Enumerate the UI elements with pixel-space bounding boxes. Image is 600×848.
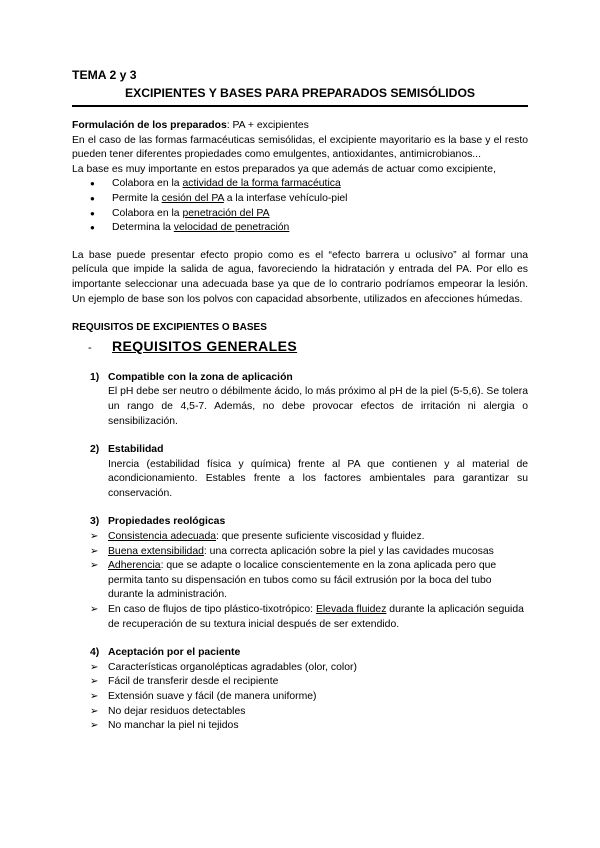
list-item-underlined: actividad de la forma farmacéutica	[182, 178, 341, 190]
document-title: EXCIPIENTES Y BASES PARA PREPARADOS SEMISÓLIDOS	[72, 86, 528, 107]
list-item-text: Determina la	[112, 222, 174, 234]
list-item-text: Características organolépticas agradables (olor, color)	[108, 661, 357, 673]
list-item	[88, 221, 528, 236]
aceptacion-list	[72, 661, 528, 734]
list-item-text: Colabora en la	[112, 207, 183, 219]
section-number: 3)	[90, 516, 100, 528]
arrow-icon: ➢	[90, 531, 99, 543]
section-2-title	[72, 443, 528, 458]
section-number: 2)	[90, 444, 100, 456]
list-item-text: : que se adapte o localice conscientemente en la zona aplicada pero que permita tanto su dispensación en tubos como su fácil extrusión por la boca del tubo durante la administración.	[108, 560, 497, 601]
formulacion-paragraph-1: En el caso de las formas farmacéuticas semisólidas, el excipiente mayoritario es la base y el resto pueden tener diferentes propiedades como emulgentes, antioxidantes, antimicrobianos...	[72, 134, 528, 161]
bullet-icon: ●	[90, 223, 95, 233]
section-2-body: Inercia (estabilidad física y química) frente al PA que contienen y al material de acondicionamiento. Estables frente a los factores ambientales para garantizar su conservación.	[108, 458, 528, 499]
arrow-icon: ➢	[90, 720, 99, 732]
list-item	[72, 719, 528, 734]
list-item-underlined: penetración del PA	[182, 207, 270, 219]
list-item	[72, 545, 528, 560]
list-item-text: No dejar residuos detectables	[108, 705, 246, 717]
arrow-icon: ➢	[90, 676, 99, 688]
arrow-icon: ➢	[90, 705, 99, 717]
list-item	[72, 705, 528, 720]
document-page	[72, 68, 528, 734]
list-item-underlined: Adherencia	[108, 560, 161, 572]
section-1-body: El pH debe ser neutro o débilmente ácido, lo más próximo al pH de la piel (5-5,6). Se tolera un rango de 4,5-7. Además, no debe provocar efectos de irritación ni alergia o sensibilización.	[108, 386, 528, 427]
section-3	[72, 515, 528, 632]
section-1	[72, 371, 528, 429]
arrow-icon: ➢	[90, 560, 99, 572]
list-item	[72, 530, 528, 545]
section-number: 1)	[90, 371, 100, 383]
section-title-text: Compatible con la zona de aplicación	[108, 371, 293, 383]
reologicas-list	[72, 530, 528, 632]
list-item	[88, 207, 528, 222]
arrow-icon: ➢	[90, 691, 99, 702]
list-item-text: Colabora en la	[112, 178, 183, 190]
section-number: 4)	[90, 647, 100, 659]
base-functions-list	[72, 177, 528, 235]
arrow-icon: ➢	[90, 661, 99, 673]
formulacion-label-rest: : PA + excipientes	[226, 120, 309, 131]
list-item-underlined: Consistencia adecuada	[108, 531, 217, 543]
requisitos-generales-text: REQUISITOS GENERALES	[112, 337, 298, 354]
list-item-text-rest: durante la aplicación seguida de recuperación de su textura inicial después de ser extendido.	[108, 604, 524, 630]
arrow-icon: ➢	[90, 604, 99, 616]
list-item	[88, 192, 528, 207]
section-4	[72, 646, 528, 734]
section-title-text: Estabilidad	[108, 444, 164, 456]
formulacion-label: Formulación de los preparados	[72, 120, 227, 131]
list-item-text: : una correcta aplicación sobre la piel y las cavidades mucosas	[203, 545, 494, 557]
list-item-underlined: Elevada fluidez	[315, 604, 387, 616]
section-4-title	[72, 646, 528, 661]
list-item-text: Permite la	[112, 192, 162, 204]
requisitos-heading: REQUISITOS DE EXCIPIENTES O BASES	[72, 322, 267, 334]
formulacion-line	[72, 119, 528, 134]
section-title-text: Aceptación por el paciente	[108, 647, 241, 659]
list-item-text: : que presente suficiente viscosidad y fluidez.	[216, 531, 425, 543]
list-item-underlined: cesión del PA	[161, 192, 224, 204]
list-item-text: En caso de flujos de tipo plástico-tixotrópico:	[108, 604, 316, 616]
list-item-text: Fácil de transferir desde el recipiente	[108, 676, 279, 688]
section-2	[72, 443, 528, 501]
section-1-title	[72, 371, 528, 386]
bullet-icon: ●	[90, 208, 95, 218]
list-item	[72, 559, 528, 603]
tema-label: TEMA 2 y 3	[72, 68, 137, 82]
bullet-icon: ●	[90, 179, 95, 189]
list-item-text: No manchar la piel ni tejidos	[108, 720, 239, 732]
section-3-title	[72, 515, 528, 530]
requisitos-generales-heading	[72, 337, 528, 357]
list-item	[72, 675, 528, 690]
list-item	[72, 603, 528, 632]
list-item	[72, 661, 528, 676]
formulacion-paragraph-2: La base es muy importante en estos preparados ya que además de actuar como excipiente,	[72, 163, 496, 175]
list-item-underlined: velocidad de penetración	[173, 222, 290, 234]
arrow-icon: ➢	[90, 545, 99, 557]
list-item	[72, 690, 528, 705]
dash-marker: -	[88, 341, 93, 354]
list-item	[88, 177, 528, 192]
list-item-text: Extensión suave y fácil (de manera uniforme)	[108, 691, 317, 702]
section-title-text: Propiedades reológicas	[108, 516, 226, 528]
list-item-text-rest: a la interfase vehículo-piel	[223, 192, 348, 204]
list-item-underlined: Buena extensibilidad	[108, 545, 204, 557]
bullet-icon: ●	[90, 193, 95, 203]
efecto-barrera-paragraph: La base puede presentar efecto propio como es el “efecto barrera u oclusivo” al formar una película que impide la salida de agua, favoreciendo la hidratación y entrada del PA. Por ello es importante seleccionar una adecuada base ya que de lo contrario podríamos empeorar la lesión. Un ejemplo de base son los polvos con capacidad absorbente, utilizados en afecciones húmedas.	[72, 249, 528, 305]
